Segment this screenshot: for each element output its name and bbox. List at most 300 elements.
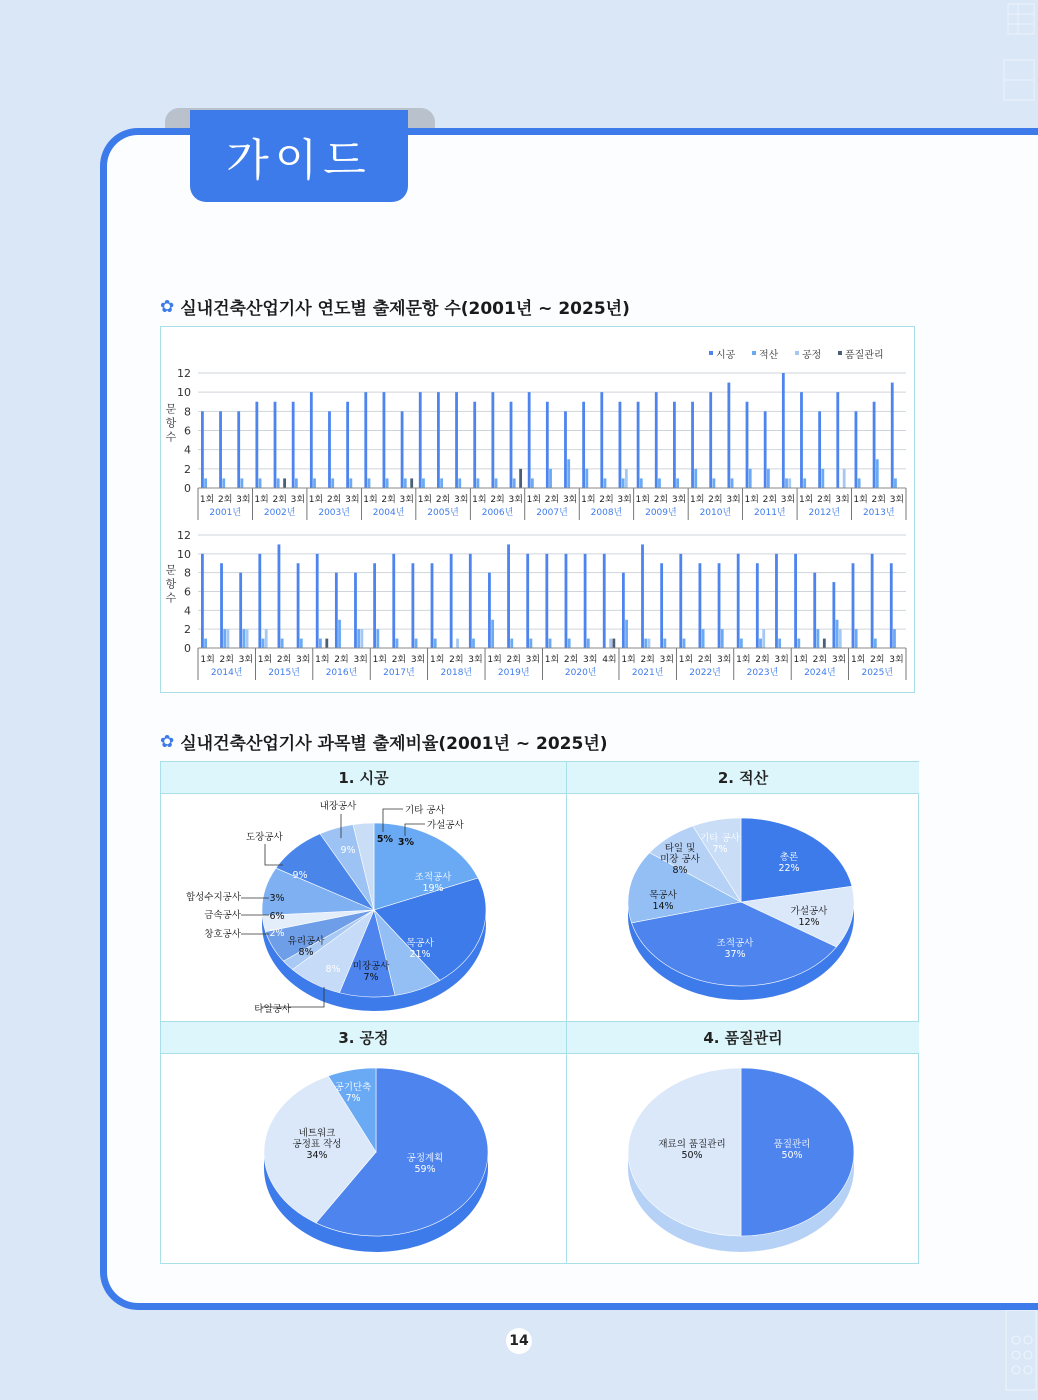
session-label: 1회: [199, 495, 215, 505]
bar: [564, 411, 567, 488]
bar: [764, 411, 767, 488]
session-label: 3회: [671, 495, 687, 505]
section-title-yearly-text: 실내건축산업기사 연도별 출제문항 수(2001년 ~ 2025년): [180, 299, 630, 319]
pie-slice-percent: 12%: [798, 917, 820, 928]
bar: [843, 469, 846, 488]
bar: [823, 639, 826, 648]
pie-charts: [161, 762, 920, 1265]
y-tick-label: 6: [184, 585, 191, 599]
bar: [759, 639, 762, 648]
legend-swatch: [795, 351, 799, 355]
year-label: 2018년: [440, 668, 473, 678]
bar: [237, 411, 240, 488]
session-label: 3회: [659, 655, 675, 665]
bar: [549, 639, 552, 648]
year-label: 2005년: [427, 508, 459, 518]
pie-slice-label: 미장 공사: [660, 854, 700, 865]
bar: [821, 469, 824, 488]
session-label: 2회: [490, 495, 505, 505]
session-label: 2회: [653, 495, 669, 505]
pie-header-jeoksan: 2. 적산: [567, 762, 919, 794]
year-label: 2007년: [536, 508, 568, 518]
bar: [622, 573, 625, 648]
bar: [655, 392, 658, 488]
bar: [585, 469, 588, 488]
pie-slice-label: 타일 및: [664, 843, 696, 854]
bar: [584, 554, 587, 648]
bar: [855, 411, 858, 488]
year-label: 2002년: [263, 508, 296, 518]
bar: [437, 392, 440, 488]
session-label: 3회: [236, 495, 251, 505]
session-label: 3회: [835, 495, 850, 505]
bar: [731, 478, 734, 488]
y-axis-label: 수: [165, 430, 177, 444]
bar: [204, 478, 207, 488]
page-number: 14: [506, 1328, 532, 1354]
session-label: 2회: [762, 495, 778, 505]
bar: [507, 544, 510, 648]
session-label: 3회: [410, 655, 426, 665]
session-label: 3회: [525, 655, 541, 665]
session-label: 2회: [755, 655, 770, 665]
bar: [491, 620, 494, 648]
session-label: 2회: [708, 495, 723, 505]
y-tick-label: 10: [177, 547, 191, 561]
year-label: 2019년: [497, 668, 530, 678]
y-tick-label: 8: [184, 566, 191, 580]
session-label: 3회: [889, 655, 904, 665]
bar-chart-box: [160, 326, 915, 693]
bar: [376, 629, 379, 648]
bar: [283, 478, 286, 488]
pie-slice-percent: 34%: [306, 1150, 328, 1161]
pie-outer-label: 창호공사: [204, 929, 241, 940]
session-label: 3회: [238, 655, 254, 665]
bar: [691, 402, 694, 488]
session-label: 3회: [399, 495, 414, 505]
bar: [713, 478, 716, 488]
session-label: 3회: [831, 655, 847, 665]
bar: [281, 639, 284, 648]
bar: [386, 478, 389, 488]
session-label: 2회: [449, 655, 464, 665]
session-label: 1회: [744, 495, 759, 505]
legend-label: 적산: [759, 350, 779, 361]
bar: [893, 629, 896, 648]
bar: [401, 411, 404, 488]
bar: [415, 639, 418, 648]
bar: [858, 478, 861, 488]
pie-slice-percent: 7%: [363, 972, 379, 983]
bar: [788, 478, 791, 488]
bar: [644, 639, 647, 648]
pie-outer-label: 가설공사: [427, 820, 464, 831]
bar: [600, 392, 603, 488]
pie-slice-label: 목공사: [406, 938, 434, 949]
pie-chart-table: [160, 761, 919, 1264]
pie-slice-label: 재료의 품질관리: [658, 1139, 726, 1150]
session-label: 1회: [372, 655, 387, 665]
bar: [419, 392, 422, 488]
session-label: 1회: [544, 655, 560, 665]
y-axis-label: 문: [165, 402, 177, 416]
pie-slice-label: 네트워크: [298, 1128, 336, 1139]
session-label: 2회: [599, 495, 614, 505]
y-tick-label: 0: [184, 642, 191, 655]
bar: [800, 392, 803, 488]
section-title-yearly: [160, 294, 630, 319]
session-label: 3회: [889, 495, 905, 505]
bar: [274, 402, 277, 488]
session-label: 4회: [602, 655, 617, 665]
bar: [587, 639, 590, 648]
y-tick-label: 4: [184, 604, 191, 618]
session-label: 2회: [391, 655, 407, 665]
year-label: 2025년: [861, 668, 894, 678]
pie-slice-percent: 19%: [422, 883, 444, 894]
pie-outer-label: 금속공사: [204, 910, 241, 921]
pie-slice-percent: 14%: [652, 901, 674, 912]
bar: [625, 469, 628, 488]
bar: [313, 478, 316, 488]
session-label: 1회: [257, 655, 273, 665]
pie-header-sigong: 1. 시공: [161, 762, 566, 794]
session-label: 1회: [853, 495, 868, 505]
bar: [637, 402, 640, 488]
bar: [220, 563, 223, 648]
y-tick-label: 8: [184, 405, 191, 419]
bar: [567, 459, 570, 488]
session-label: 2회: [218, 495, 233, 505]
bar: [300, 639, 303, 648]
bar: [242, 629, 245, 648]
session-label: 1회: [635, 495, 650, 505]
bar: [241, 478, 244, 488]
section-title-ratio: [160, 729, 608, 754]
bar: [699, 563, 702, 648]
year-label: 2024년: [804, 668, 836, 678]
bar: [255, 402, 258, 488]
bar: [455, 392, 458, 488]
bar: [477, 478, 480, 488]
bar: [582, 402, 585, 488]
bar: [737, 554, 740, 648]
bar: [625, 620, 628, 648]
bar: [434, 639, 437, 648]
bar: [740, 639, 743, 648]
pie-slice-percent: 7%: [712, 844, 728, 855]
pie-outer-label: 합성수지공사: [185, 892, 241, 903]
bar: [839, 629, 842, 648]
session-label: 1회: [526, 495, 542, 505]
bar: [222, 478, 225, 488]
bar: [373, 563, 376, 648]
session-label: 3회: [774, 655, 789, 665]
pie-slice-label: 미장공사: [352, 961, 390, 972]
session-label: 3회: [353, 655, 368, 665]
session-label: 1회: [472, 495, 487, 505]
session-label: 1회: [429, 655, 445, 665]
y-tick-label: 10: [177, 386, 191, 400]
bar: [709, 392, 712, 488]
year-label: 2011년: [754, 508, 786, 518]
pie-slice-percent: 5%: [376, 834, 394, 845]
bar: [619, 402, 622, 488]
year-label: 2021년: [631, 668, 664, 678]
session-label: 2회: [276, 655, 292, 665]
bar: [292, 402, 295, 488]
session-label: 1회: [850, 655, 866, 665]
bar: [277, 478, 280, 488]
session-label: 3회: [726, 495, 741, 505]
year-label: 2012년: [808, 508, 841, 518]
bar: [694, 469, 697, 488]
y-tick-label: 12: [177, 367, 191, 380]
session-label: 1회: [417, 495, 433, 505]
pie-slice-label: 목공사: [649, 890, 677, 901]
y-tick-label: 4: [184, 443, 191, 457]
session-label: 2회: [871, 495, 886, 505]
y-axis-label: 항: [165, 577, 177, 591]
bar: [346, 402, 349, 488]
bar: [469, 554, 472, 648]
session-label: 3회: [717, 655, 732, 665]
session-label: 2회: [870, 655, 885, 665]
y-tick-label: 2: [184, 462, 191, 476]
session-label: 3회: [617, 495, 632, 505]
bar: [890, 563, 893, 648]
pie-slice-percent: 3%: [397, 837, 415, 848]
bar: [349, 478, 352, 488]
bar: [721, 629, 724, 648]
year-label: 2003년: [318, 508, 350, 518]
session-label: 2회: [334, 655, 349, 665]
pie-outer-label: 도장공사: [246, 832, 283, 843]
y-axis-label: 수: [165, 591, 177, 605]
bar: [663, 639, 666, 648]
pie-slice-percent: 59%: [414, 1164, 436, 1175]
bar: [410, 478, 413, 488]
bar: [894, 478, 897, 488]
year-label: 2009년: [645, 508, 677, 518]
session-label: 3회: [583, 655, 598, 665]
bar: [545, 554, 548, 648]
pie-slice-label: 공정계획: [406, 1153, 444, 1164]
pie-outer-label: 기타 공사: [405, 805, 445, 816]
bar: [813, 573, 816, 648]
bar: [609, 639, 612, 648]
session-label: 1회: [678, 655, 694, 665]
bar: [876, 459, 879, 488]
bar: [338, 620, 341, 648]
y-tick-label: 12: [177, 529, 191, 542]
bar: [383, 392, 386, 488]
bar: [491, 392, 494, 488]
bar: [549, 469, 552, 488]
bar: [683, 639, 686, 648]
bar: [368, 478, 371, 488]
bar: [513, 478, 516, 488]
bar: [201, 411, 204, 488]
pie-slice-percent: 37%: [724, 949, 746, 960]
pie-slice-label: 유리공사: [287, 936, 325, 947]
pie-slice-label: 총론: [779, 852, 799, 863]
session-label: 1회: [621, 655, 636, 665]
bar: [641, 544, 644, 648]
bar: [746, 402, 749, 488]
session-label: 1회: [315, 655, 330, 665]
bar: [297, 563, 300, 648]
session-label: 1회: [793, 655, 808, 665]
bar: [568, 639, 571, 648]
bar: [603, 554, 606, 648]
session-label: 1회: [200, 655, 215, 665]
bar: [852, 563, 855, 648]
session-label: 2회: [640, 655, 655, 665]
bar: [528, 392, 531, 488]
bar: [310, 392, 313, 488]
year-label: 2023년: [746, 668, 779, 678]
session-label: 2회: [272, 495, 287, 505]
bar: [762, 629, 765, 648]
bar: [510, 402, 513, 488]
bar: [640, 478, 643, 488]
bar: [510, 639, 513, 648]
bar: [258, 554, 261, 648]
bar: [676, 478, 679, 488]
year-label: 2020년: [564, 668, 597, 678]
gear-bullet-icon: ✿: [160, 296, 175, 317]
legend-label: 공정: [802, 350, 822, 361]
bar: [354, 573, 357, 648]
bar: [223, 629, 226, 648]
bar: [565, 554, 568, 648]
y-tick-label: 0: [184, 482, 191, 495]
year-label: 2017년: [383, 668, 415, 678]
bar: [673, 402, 676, 488]
session-label: 3회: [468, 655, 483, 665]
year-label: 2004년: [372, 508, 405, 518]
pie-slice-label: 공기단축: [334, 1082, 372, 1093]
y-tick-label: 6: [184, 424, 191, 438]
session-label: 3회: [780, 495, 796, 505]
bar: [873, 402, 876, 488]
bar: [488, 573, 491, 648]
pie-outer-label: 타일공사: [254, 1004, 291, 1015]
session-label: 2회: [381, 495, 396, 505]
bar: [767, 469, 770, 488]
legend-swatch: [838, 351, 842, 355]
bar: [622, 478, 625, 488]
bar: [817, 629, 820, 648]
bar: [526, 554, 529, 648]
bar: [227, 629, 230, 648]
pie-slice-label: 가설공사: [790, 906, 828, 917]
guide-tab: 가이드: [190, 110, 408, 202]
bar: [219, 411, 222, 488]
year-label: 2013년: [862, 508, 895, 518]
bar: [319, 639, 322, 648]
bar: [797, 639, 800, 648]
pie-slice-label: 조적공사: [716, 938, 754, 949]
bar: [325, 639, 328, 648]
bar: [450, 554, 453, 648]
bar: [749, 469, 752, 488]
grid-decoration-bottom: [998, 1300, 1038, 1400]
bar: [204, 639, 207, 648]
bar: [259, 478, 262, 488]
bar: [658, 478, 661, 488]
bar: [473, 402, 476, 488]
bar: [472, 639, 475, 648]
pie-slice-percent: 8%: [298, 947, 314, 958]
bar: [335, 573, 338, 648]
bar: [458, 478, 461, 488]
year-label: 2015년: [268, 668, 300, 678]
bar: [604, 478, 607, 488]
year-label: 2014년: [210, 668, 243, 678]
bar: [357, 629, 360, 648]
year-label: 2001년: [209, 508, 242, 518]
pie-slice-percent: 8%: [672, 865, 688, 876]
session-label: 3회: [290, 495, 306, 505]
bar: [328, 411, 331, 488]
session-label: 3회: [345, 495, 360, 505]
bar: [239, 573, 242, 648]
bar: [836, 620, 839, 648]
session-label: 2회: [219, 655, 234, 665]
bar: [265, 629, 268, 648]
session-label: 1회: [798, 495, 814, 505]
bar: [278, 544, 281, 648]
y-tick-label: 2: [184, 623, 191, 637]
pie-slice-label: 기타 공사: [700, 833, 740, 844]
bar: [702, 629, 705, 648]
bar: [818, 411, 821, 488]
legend-label: 품질관리: [845, 350, 884, 361]
session-label: 2회: [817, 495, 832, 505]
bar: [874, 639, 877, 648]
bar: [262, 639, 265, 648]
legend-label: 시공: [716, 350, 736, 361]
session-label: 2회: [435, 495, 451, 505]
year-label: 2006년: [481, 508, 514, 518]
section-title-ratio-text: 실내건축산업기사 과목별 출제비율(2001년 ~ 2025년): [180, 734, 608, 754]
session-label: 2회: [326, 495, 342, 505]
bar: [756, 563, 759, 648]
pie-slice-percent: 50%: [681, 1150, 703, 1161]
pie-slice-percent: 22%: [778, 863, 800, 874]
year-label: 2016년: [325, 668, 358, 678]
session-label: 3회: [562, 495, 578, 505]
bar: [727, 383, 730, 488]
bar: [440, 478, 443, 488]
bar: [775, 554, 778, 648]
bar: [803, 478, 806, 488]
bar-chart: [161, 327, 916, 694]
pie-slice-percent: 9%: [340, 845, 356, 856]
gear-bullet-icon: ✿: [160, 731, 175, 752]
bar: [392, 554, 395, 648]
session-label: 1회: [581, 495, 596, 505]
bar: [295, 478, 298, 488]
pie-slice-percent: 2%: [269, 928, 285, 939]
pie-slice-label: 조적공사: [414, 872, 452, 883]
bar: [422, 478, 425, 488]
bar: [495, 478, 498, 488]
bar: [778, 639, 781, 648]
